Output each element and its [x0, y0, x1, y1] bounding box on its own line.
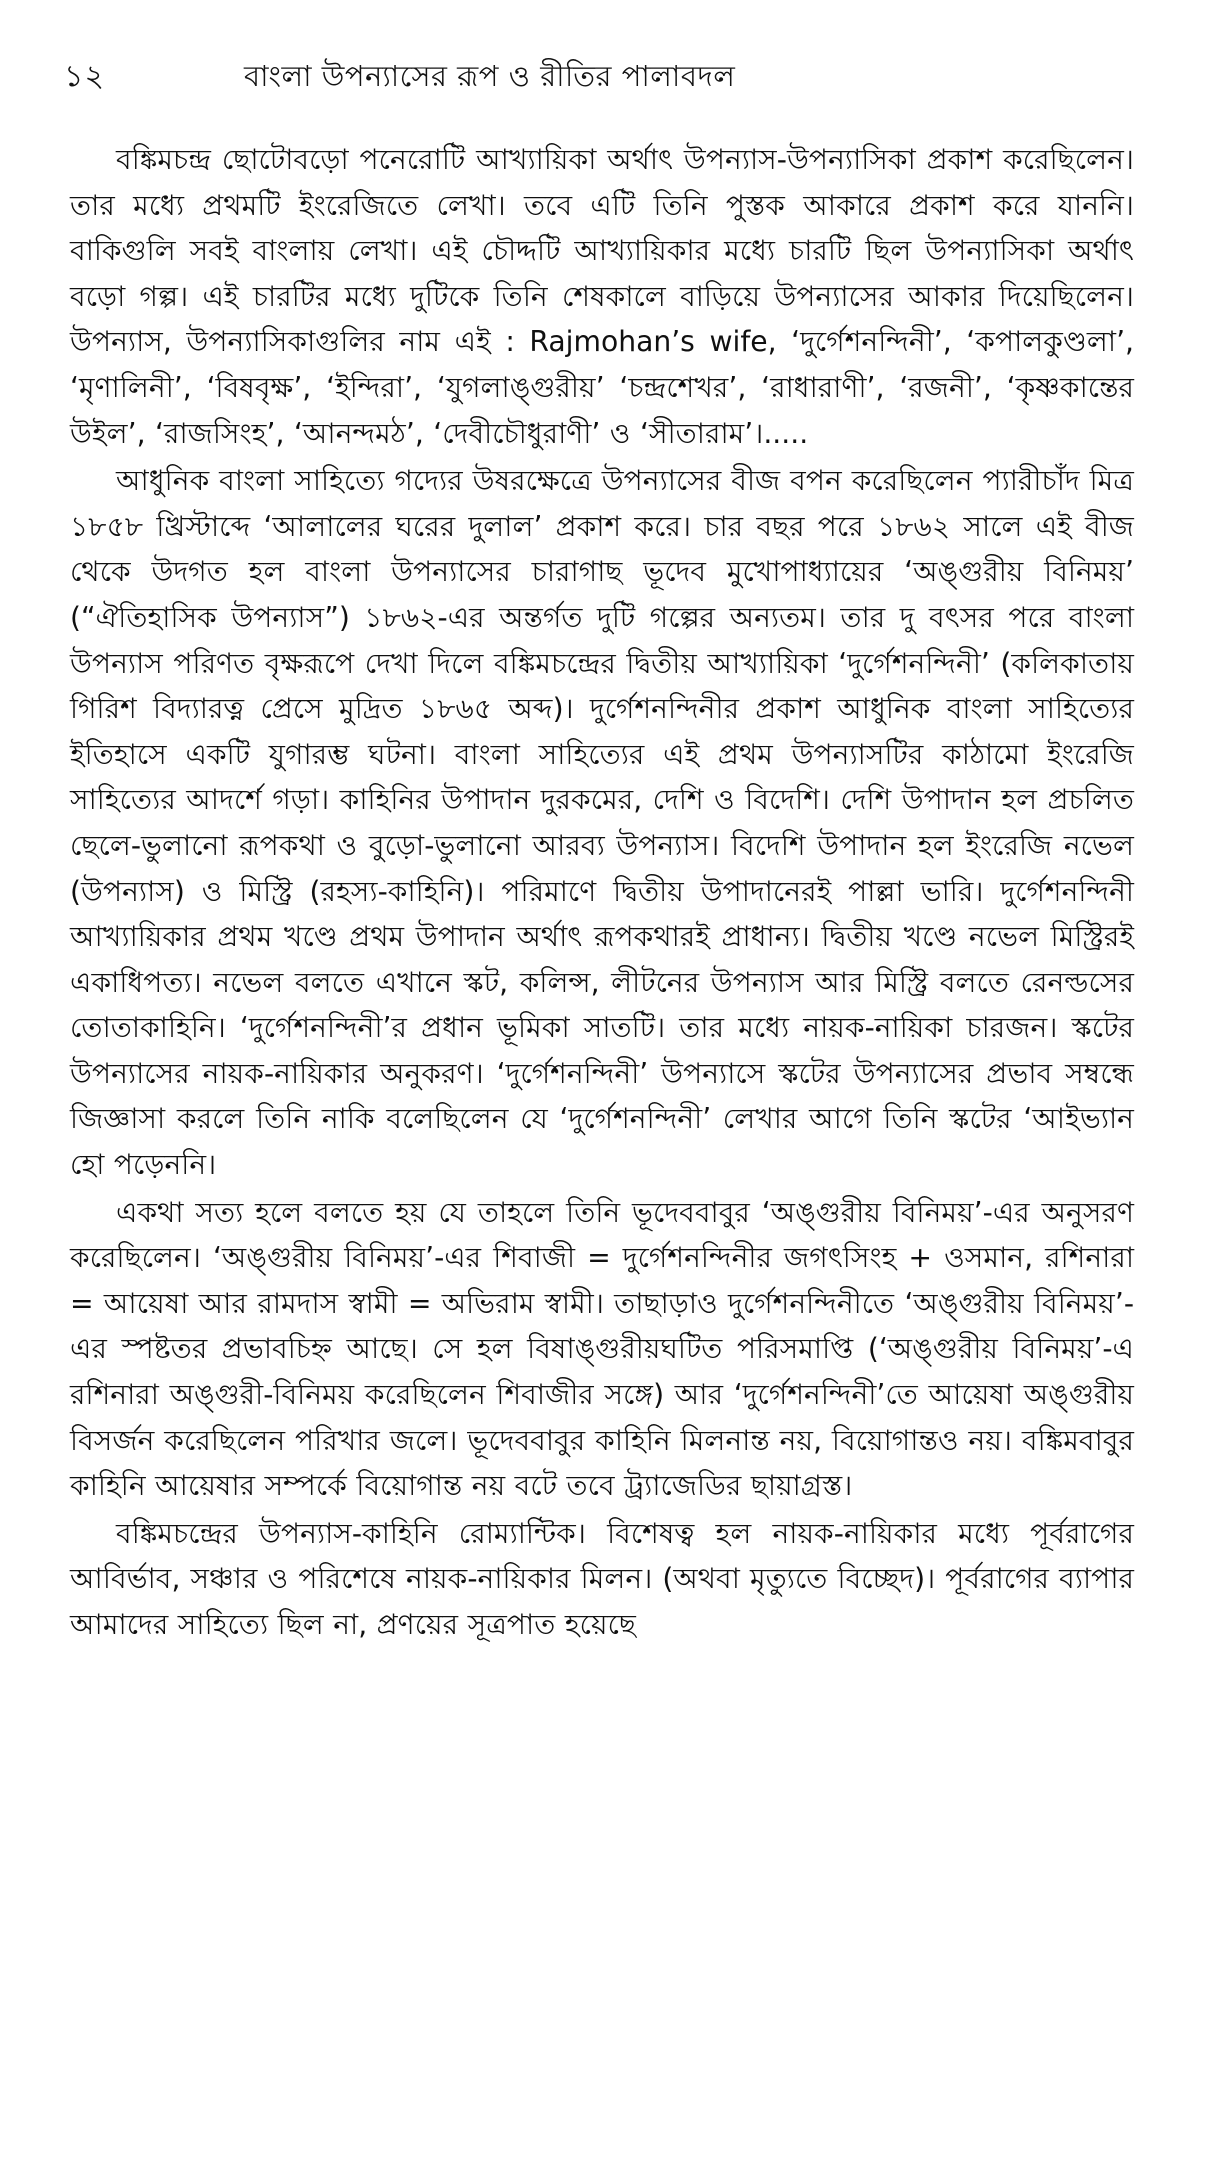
page-number: ১২ — [64, 59, 105, 94]
paragraph-1: বঙ্কিমচন্দ্র ছোটোবড়ো পনেরোটি আখ্যায়িকা অর্থাৎ উপন্যাস-উপন্যাসিকা প্রকাশ করেছিলেন। তার মধ্যে প্রথমটি ইংরেজিতে লেখা। তবে এটি তিনি পুস্তক আকারে প্রকাশ করে যাননি। বাকিগুলি সবই বাংলায় লেখা। এই চৌদ্দটি আখ্যায়িকার মধ্যে চারটি ছিল উপন্যাসিকা অর্থাৎ বড়ো গল্প। এই চারটির মধ্যে দুটিকে তিনি শেষকালে বাড়িয়ে উপন্যাসের আকার দিয়েছিলেন। উপন্যাস, উপন্যাসিকাগুলির নাম এই : Rajmohan’s wife, ‘দুর্গেশনন্দিনী’, ‘কপালকুণ্ডলা’, ‘মৃণালিনী’, ‘বিষবৃক্ষ’, ‘ইন্দিরা’, ‘যুগলাঙ্গুরীয়’ ‘চন্দ্রশেখর’, ‘রাধারাণী’, ‘রজনী’, ‘কৃষ্ণকান্তের উইল’, ‘রাজসিংহ’, ‘আনন্দমঠ’, ‘দেবীচৌধুরাণী’ ও ‘সীতারাম’।..... — [70, 143, 1134, 450]
body-text — [62, 137, 1142, 1648]
paragraph-4: বঙ্কিমচন্দ্রের উপন্যাস-কাহিনি রোম্যান্টিক। বিশেষত্ব হল নায়ক-নায়িকার মধ্যে পূর্বরাগের আবির্ভাব, সঞ্চার ও পরিশেষে নায়ক-নায়িকার মিলন। (অথবা মৃত্যুতে বিচ্ছেদ)। পূর্বরাগের ব্যাপার আমাদের সাহিত্যে ছিল না, প্রণয়ের সূত্রপাত হয়েছে — [70, 1516, 1134, 1641]
running-head: বাংলা উপন্যাসের রূপ ও রীতির পালাবদল — [244, 59, 736, 93]
paragraph-2: আধুনিক বাংলা সাহিত্যে গদ্যের উষরক্ষেত্রে উপন্যাসের বীজ বপন করেছিলেন প্যারীচাঁদ মিত্র ১৮৫৮ খ্রিস্টাব্দে ‘আলালের ঘরের দুলাল’ প্রকাশ করে। চার বছর পরে ১৮৬২ সালে এই বীজ থেকে উদগত হল বাংলা উপন্যাসের চারাগাছ ভূদেব মুখোপাধ্যায়ের ‘অঙ্গুরীয় বিনিময়’ (“ঐতিহাসিক উপন্যাস”) ১৮৬২-এর অন্তর্গত দুটি গল্পের অন্যতম। তার দু বৎসর পরে বাংলা উপন্যাস পরিণত বৃক্ষরূপে দেখা দিলে বঙ্কিমচন্দ্রের দ্বিতীয় আখ্যায়িকা ‘দুর্গেশনন্দিনী’ (কলিকাতায় গিরিশ বিদ্যারত্ন প্রেসে মুদ্রিত ১৮৬৫ অব্দ)। দুর্গেশনন্দিনীর প্রকাশ আধুনিক বাংলা সাহিত্যের ইতিহাসে একটি যুগারম্ভ ঘটনা। বাংলা সাহিত্যের এই প্রথম উপন্যাসটির কাঠামো ইংরেজি সাহিত্যের আদর্শে গড়া। কাহিনির উপাদান দুরকমের, দেশি ও বিদেশি। দেশি উপাদান হল প্রচলিত ছেলে-ভুলানো রূপকথা ও বুড়ো-ভুলানো আরব্য উপন্যাস। বিদেশি উপাদান হল ইংরেজি নভেল (উপন্যাস) ও মিস্ট্রি (রহস্য-কাহিনি)। পরিমাণে দ্বিতীয় উপাদানেরই পাল্লা ভারি। দুর্গেশনন্দিনী আখ্যায়িকার প্রথম খণ্ডে প্রথম উপাদান অর্থাৎ রূপকথারই প্রাধান্য। দ্বিতীয় খণ্ডে নভেল মিস্ট্রিরই একাধিপত্য। নভেল বলতে এখানে স্কট, কলিন্স, লীটনের উপন্যাস আর মিস্ট্রি বলতে রেনল্ডসের তোতাকাহিনি। ‘দুর্গেশনন্দিনী’র প্রধান ভূমিকা সাতটি। তার মধ্যে নায়ক-নায়িকা চারজন। স্কটের উপন্যাসের নায়ক-নায়িকার অনুকরণ। ‘দুর্গেশনন্দিনী’ উপন্যাসে স্কটের উপন্যাসের প্রভাব সম্বন্ধে জিজ্ঞাসা করলে তিনি নাকি বলেছিলেন যে ‘দুর্গেশনন্দিনী’ লেখার আগে তিনি স্কটের ‘আইভ্যান হো পড়েননি। — [70, 464, 1134, 1182]
page-header — [62, 52, 1142, 103]
paragraph-3: একথা সত্য হলে বলতে হয় যে তাহলে তিনি ভূদেববাবুর ‘অঙ্গুরীয় বিনিময়’-এর অনুসরণ করেছিলেন। ‘অঙ্গুরীয় বিনিময়’-এর শিবাজী = দুর্গেশনন্দিনীর জগৎসিংহ + ওসমান, রশিনারা = আয়েষা আর রামদাস স্বামী = অভিরাম স্বামী। তাছাড়াও দুর্গেশনন্দিনীতে ‘অঙ্গুরীয় বিনিময়’-এর স্পষ্টতর প্রভাবচিহ্ন আছে। সে হল বিষাঙ্গুরীয়ঘটিত পরিসমাপ্তি (‘অঙ্গুরীয় বিনিময়’-এ রশিনারা অঙ্গুরী-বিনিময় করেছিলেন শিবাজীর সঙ্গে) আর ‘দুর্গেশনন্দিনী’তে আয়েষা অঙ্গুরীয় বিসর্জন করেছিলেন পরিখার জলে। ভূদেববাবুর কাহিনি মিলনান্ত নয়, বিয়োগান্তও নয়। বঙ্কিমবাবুর কাহিনি আয়েষার সম্পর্কে বিয়োগান্ত নয় বটে তবে ট্র্যাজেডির ছায়াগ্রস্ত। — [70, 1195, 1134, 1503]
